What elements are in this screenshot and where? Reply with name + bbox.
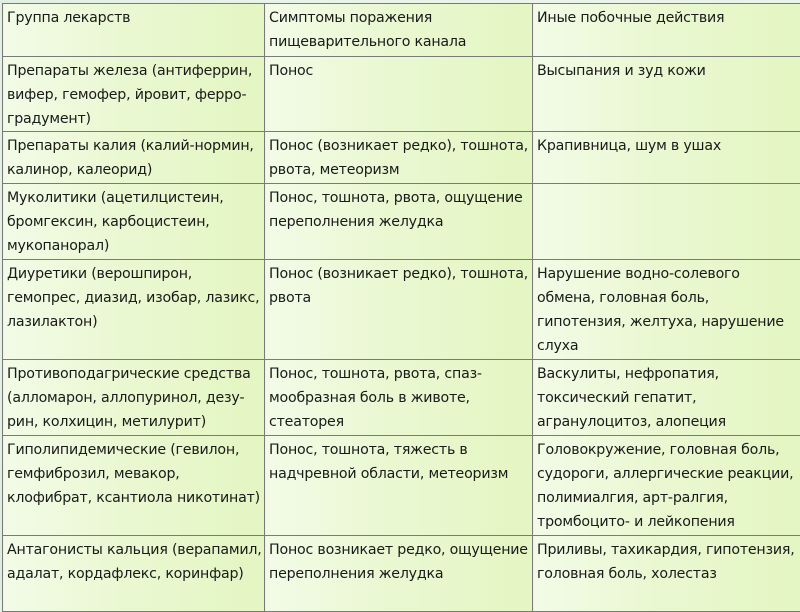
drug-side-effects-table xyxy=(2,3,800,612)
side-effects-cell: Крапивница, шум в ушах xyxy=(533,132,800,184)
symptoms-cell: Понос xyxy=(265,57,533,132)
drug-group-cell: Муколитики (ацетилцистеин, бромгексин, карбоцистеин, мукопанорал) xyxy=(3,184,265,260)
drug-group-cell: Гиполипидемические (гевилон, гемфиброзил, мевакор, клофибрат, ксантиола никотинат) xyxy=(3,436,265,536)
table-row xyxy=(3,260,800,360)
symptoms-cell: Понос, тошнота, рвота, ощущение переполнения желудка xyxy=(265,184,533,260)
table-row xyxy=(3,57,800,132)
side-effects-cell xyxy=(533,184,800,260)
header-drug-group: Группа лекарств xyxy=(3,4,265,57)
symptoms-cell: Понос (возникает редко), тошнота, рвота, метеоризм xyxy=(265,132,533,184)
table-row xyxy=(3,132,800,184)
table-row xyxy=(3,184,800,260)
drug-group-cell: Препараты железа (антиферрин, вифер, гемофер, йровит, ферро-градумент) xyxy=(3,57,265,132)
symptoms-cell: Понос (возникает редко), тошнота, рвота xyxy=(265,260,533,360)
side-effects-cell: Васкулиты, нефропатия, токсический гепатит, агранулоцитоз, алопеция xyxy=(533,360,800,436)
side-effects-cell: Приливы, тахикардия, гипотензия, головная боль, холестаз xyxy=(533,536,800,612)
side-effects-cell: Головокружение, головная боль, судороги, аллергические реакции, полимиалгия, арт-ралгия, тромбоцито- и лейкопения xyxy=(533,436,800,536)
header-other-side-effects: Иные побочные действия xyxy=(533,4,800,57)
side-effects-cell: Нарушение водно-солевого обмена, головная боль, гипотензия, желтуха, нарушение слуха xyxy=(533,260,800,360)
drug-group-cell: Диуретики (верошпирон, гемопрес, диазид, изобар, лазикс, лазилактон) xyxy=(3,260,265,360)
table-row xyxy=(3,360,800,436)
table-row xyxy=(3,536,800,612)
drug-group-cell: Препараты калия (калий-нормин, калинор, калеорид) xyxy=(3,132,265,184)
header-digestive-symptoms: Симптомы поражения пищеварительного канала xyxy=(265,4,533,57)
symptoms-cell: Понос, тошнота, рвота, спаз-мообразная боль в животе, стеаторея xyxy=(265,360,533,436)
symptoms-cell: Понос, тошнота, тяжесть в надчревной области, метеоризм xyxy=(265,436,533,536)
table-header-row xyxy=(3,4,800,57)
drug-group-cell: Антагонисты кальция (верапамил, адалат, кордафлекс, коринфар) xyxy=(3,536,265,612)
symptoms-cell: Понос возникает редко, ощущение переполнения желудка xyxy=(265,536,533,612)
table-row xyxy=(3,436,800,536)
drug-group-cell: Противоподагрические средства (алломарон, аллопуринол, дезу-рин, колхицин, метилурит) xyxy=(3,360,265,436)
side-effects-cell: Высыпания и зуд кожи xyxy=(533,57,800,132)
